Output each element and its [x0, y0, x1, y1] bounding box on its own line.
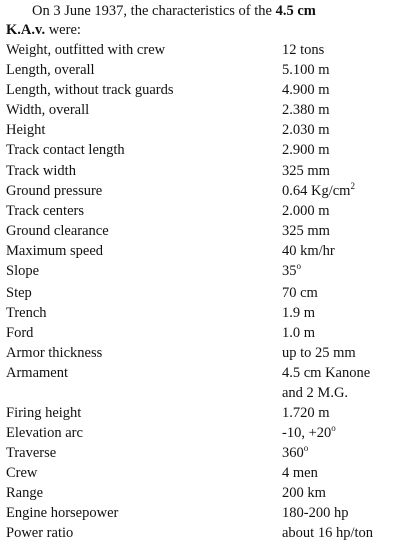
- spec-value-text: 4.900 m: [282, 82, 330, 98]
- spec-label: Crew: [6, 465, 38, 481]
- intro-text-end: were:: [45, 22, 81, 38]
- spec-value-superscript: o: [296, 261, 301, 272]
- spec-value: [282, 423, 336, 443]
- spec-value: [282, 343, 356, 363]
- spec-row: [6, 100, 400, 120]
- spec-value-text: 1.9 m: [282, 305, 316, 321]
- spec-row: [6, 201, 400, 221]
- spec-label: Weight, outfitted with crew: [6, 42, 166, 58]
- spec-label: Slope: [6, 263, 40, 279]
- spec-row: [6, 323, 400, 343]
- spec-label: Power ratio: [6, 525, 74, 541]
- spec-value: [282, 363, 370, 383]
- spec-value: [282, 303, 315, 323]
- spec-value: [282, 201, 330, 221]
- spec-row: [6, 463, 400, 483]
- spec-value-text: 360: [282, 445, 304, 461]
- spec-row: [6, 40, 400, 60]
- spec-value-text: and 2 M.G.: [282, 385, 349, 401]
- spec-value: [282, 140, 330, 160]
- spec-value: [282, 221, 330, 241]
- spec-value: [282, 100, 330, 120]
- spec-label: Armor thickness: [6, 345, 103, 361]
- spec-value: [282, 323, 315, 343]
- spec-label: Ground clearance: [6, 223, 109, 239]
- spec-label: Firing height: [6, 405, 82, 421]
- spec-row: [6, 181, 400, 201]
- spec-value: [282, 120, 330, 140]
- spec-row: [6, 483, 400, 503]
- spec-label: Engine horsepower: [6, 505, 119, 521]
- spec-row: [6, 403, 400, 423]
- spec-row: [6, 241, 400, 261]
- intro-caliber: 4.5 cm: [275, 3, 316, 19]
- vehicle-designation: K.A.v.: [6, 22, 46, 38]
- spec-label: Width, overall: [6, 102, 90, 118]
- spec-label: Traverse: [6, 445, 57, 461]
- spec-row: [6, 303, 400, 323]
- spec-value-superscript: o: [303, 443, 309, 454]
- spec-value-text: 2.900 m: [282, 142, 330, 158]
- spec-label: Height: [6, 122, 46, 138]
- spec-label: Track width: [6, 163, 76, 179]
- spec-label: Ford: [6, 325, 34, 341]
- spec-value-text: 40 km/hr: [282, 243, 335, 259]
- spec-row: [6, 60, 400, 80]
- spec-row: [6, 503, 400, 523]
- spec-value-text: 70 cm: [282, 285, 318, 301]
- spec-row: [6, 383, 400, 403]
- spec-value-text: 325 mm: [282, 163, 330, 179]
- spec-value: [282, 503, 348, 523]
- spec-value-text: -10, +20: [282, 425, 332, 441]
- spec-value-text: 1.0 m: [282, 325, 316, 341]
- spec-label: Track contact length: [6, 142, 125, 158]
- spec-row: [6, 140, 400, 160]
- intro-text: On 3 June 1937, the characteristics of the: [32, 3, 276, 19]
- spec-value: [282, 463, 318, 483]
- spec-value-text: 200 km: [282, 485, 326, 501]
- spec-value-text: 0.64 Kg/cm: [282, 183, 351, 199]
- spec-label: Maximum speed: [6, 243, 104, 259]
- spec-label: Length, without track guards: [6, 82, 174, 98]
- spec-row: [6, 423, 400, 443]
- spec-value-text: 5.100 m: [282, 62, 330, 78]
- spec-value-text: 180-200 hp: [282, 505, 349, 521]
- intro-paragraph: [6, 2, 398, 40]
- spec-value: [282, 80, 330, 100]
- spec-row: [6, 161, 400, 181]
- spec-value: [282, 443, 308, 463]
- intro-line-2: [6, 21, 398, 40]
- spec-row: [6, 80, 400, 100]
- spec-row: [6, 221, 400, 241]
- spec-value-superscript: 2: [350, 181, 355, 192]
- spec-value-text: 2.000 m: [282, 203, 330, 219]
- spec-value: [282, 283, 318, 303]
- spec-value-text: 12 tons: [282, 42, 325, 58]
- spec-value: [282, 181, 355, 201]
- spec-value: [282, 383, 348, 403]
- spec-label: Armament: [6, 365, 69, 381]
- spec-label: Ground pressure: [6, 183, 103, 199]
- spec-label: Elevation arc: [6, 425, 83, 441]
- spec-label: Length, overall: [6, 62, 95, 78]
- spec-value-text: about 16 hp/ton: [282, 525, 374, 541]
- spec-value: [282, 161, 330, 181]
- spec-row: [6, 343, 400, 363]
- spec-row: [6, 363, 400, 383]
- spec-value-text: up to 25 mm: [282, 345, 356, 361]
- spec-value: [282, 40, 324, 60]
- spec-value-text: 325 mm: [282, 223, 330, 239]
- spec-value-superscript: o: [331, 423, 336, 434]
- spec-row: [6, 120, 400, 140]
- spec-row: [6, 523, 400, 543]
- spec-row: [6, 261, 400, 281]
- spec-value-text: 1.720 m: [282, 405, 330, 421]
- spec-value: [282, 261, 301, 281]
- spec-value: [282, 60, 330, 80]
- spec-label: Track centers: [6, 203, 84, 219]
- spec-value: [282, 403, 330, 423]
- intro-line-1: [6, 2, 398, 21]
- spec-row: [6, 283, 400, 303]
- spec-value: [282, 483, 326, 503]
- spec-value-text: 2.030 m: [282, 122, 330, 138]
- spec-label: Step: [6, 285, 32, 301]
- spec-label: Range: [6, 485, 44, 501]
- spec-value-text: 4 men: [282, 465, 318, 481]
- spec-value: [282, 241, 335, 261]
- spec-value-text: 4.5 cm Kanone: [282, 365, 371, 381]
- spec-value: [282, 523, 373, 543]
- spec-label: Trench: [6, 305, 47, 321]
- spec-value-text: 2.380 m: [282, 102, 330, 118]
- spec-value-text: 35: [282, 263, 297, 279]
- spec-row: [6, 443, 400, 463]
